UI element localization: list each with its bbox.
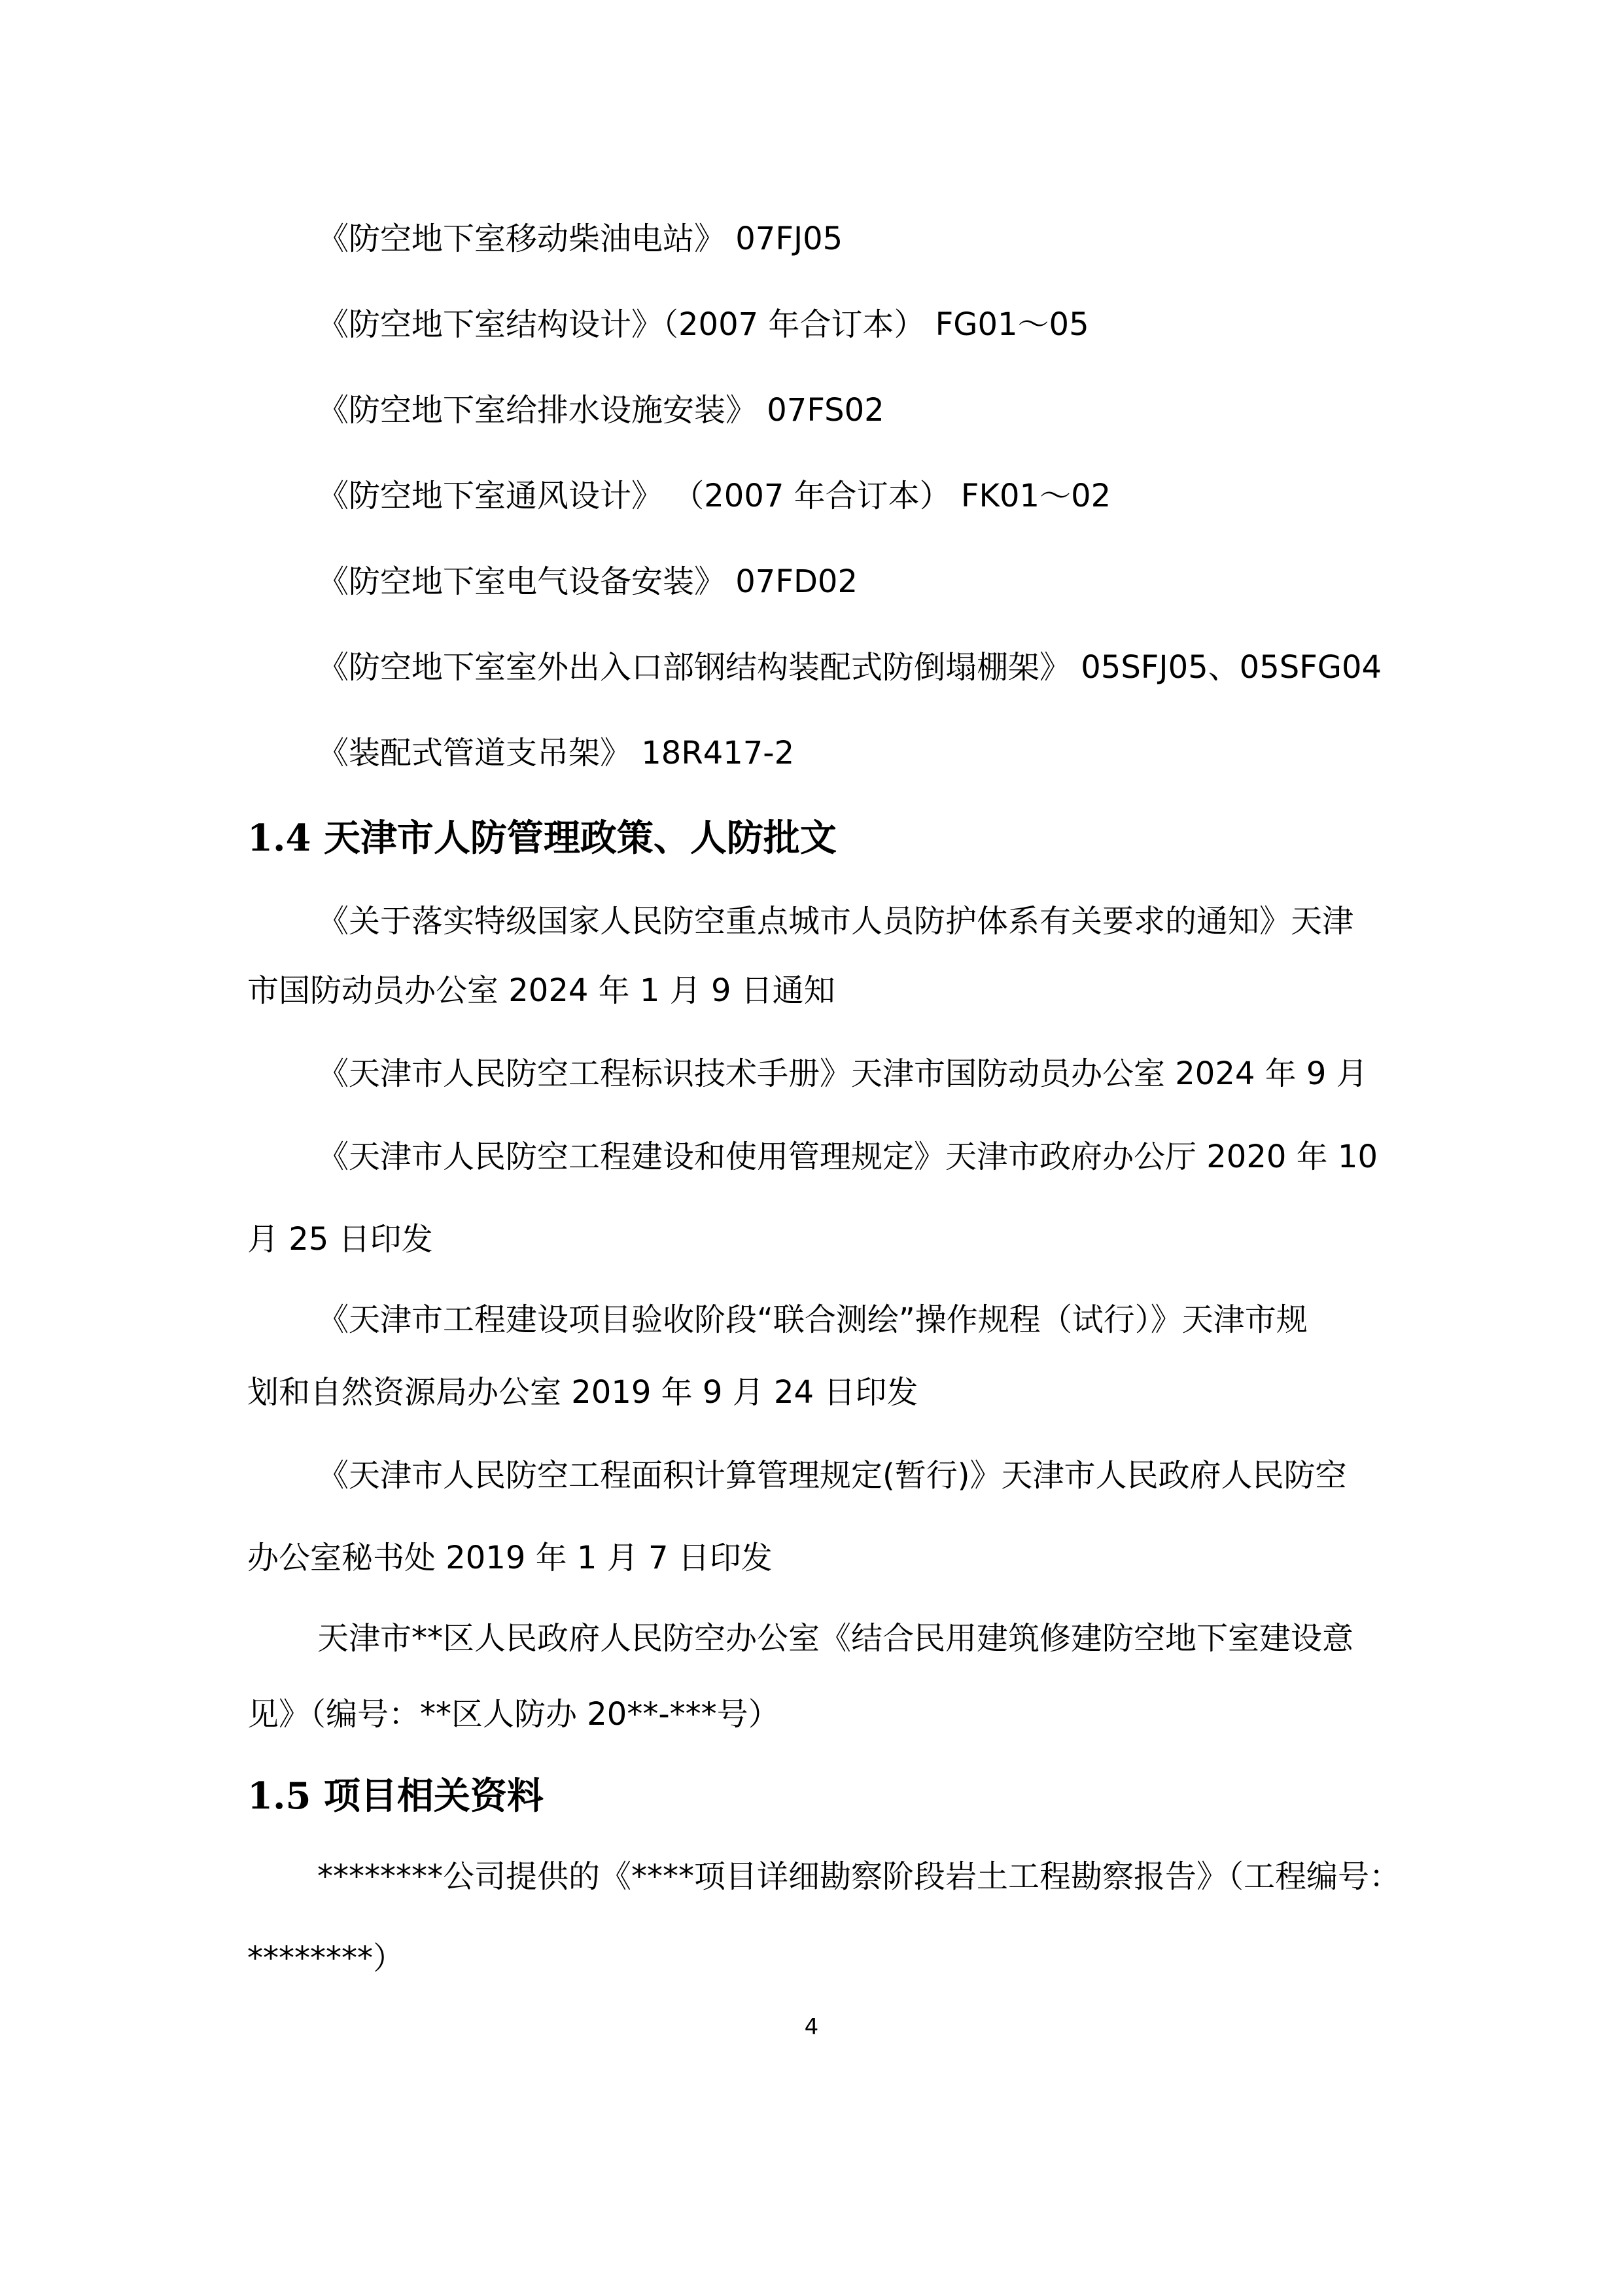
policy-item-6-line1: 天津市**区人民政府人民防空办公室《结合民用建筑修建防空地下室建设意 [317, 1620, 1354, 1657]
standard-item-2: 《防空地下室结构设计》（2007 年合订本） FG01～05 [317, 306, 1089, 343]
policy-item-1-line2: 市国防动员办公室 2024 年 1 月 9 日通知 [247, 972, 835, 1009]
policy-item-5-line1: 《天津市人民防空工程面积计算管理规定(暂行)》天津市人民政府人民防空 [317, 1457, 1347, 1494]
policy-item-3-line1: 《天津市人民防空工程建设和使用管理规定》天津市政府办公厅 2020 年 10 [317, 1139, 1378, 1175]
standard-item-3: 《防空地下室给排水设施安装》 07FS02 [317, 392, 884, 429]
policy-item-6-line2: 见》（编号：**区人防办 20**-***号） [247, 1696, 780, 1733]
policy-item-1-line1: 《关于落实特级国家人民防空重点城市人员防护体系有关要求的通知》天津 [317, 903, 1354, 940]
standard-item-4: 《防空地下室通风设计》 （2007 年合订本） FK01～02 [317, 478, 1111, 514]
policy-item-5-line2: 办公室秘书处 2019 年 1 月 7 日印发 [247, 1540, 773, 1576]
standard-item-1: 《防空地下室移动柴油电站》 07FJ05 [317, 221, 843, 257]
standard-item-7: 《装配式管道支吊架》 18R417-2 [317, 735, 795, 771]
section-heading-1-5: 1.5 项目相关资料 [247, 1775, 544, 1818]
policy-item-3-line2: 月 25 日印发 [247, 1221, 433, 1258]
standard-item-5: 《防空地下室电气设备安装》 07FD02 [317, 563, 858, 600]
project-doc-item-1-line2: ********） [247, 1940, 405, 1977]
policy-item-4-line1: 《天津市工程建设项目验收阶段“联合测绘”操作规程（试行）》天津市规 [317, 1301, 1308, 1338]
page-number: 4 [804, 2014, 819, 2040]
section-heading-1-4: 1.4 天津市人防管理政策、人防批文 [247, 817, 837, 860]
policy-item-2-line1: 《天津市人民防空工程标识技术手册》天津市国防动员办公室 2024 年 9 月 [317, 1055, 1368, 1092]
project-doc-item-1-line1: ********公司提供的《****项目详细勘察阶段岩土工程勘察报告》（工程编号： [317, 1858, 1401, 1895]
policy-item-4-line2: 划和自然资源局办公室 2019 年 9 月 24 日印发 [247, 1374, 918, 1411]
standard-item-6: 《防空地下室室外出入口部钢结构装配式防倒塌棚架》 05SFJ05、05SFG04 [317, 649, 1382, 686]
